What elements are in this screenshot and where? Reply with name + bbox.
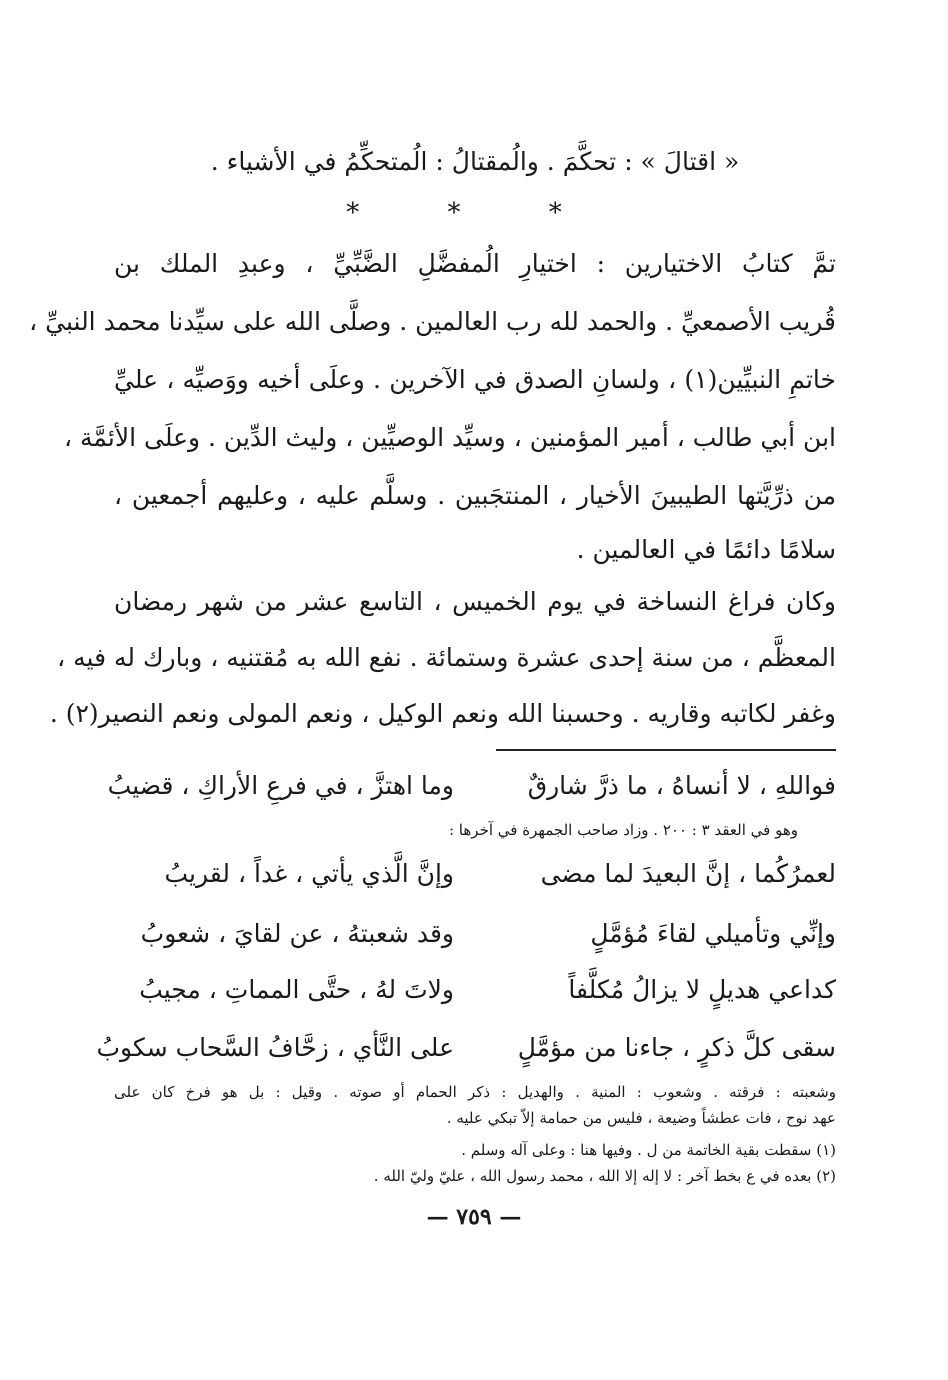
verse-second-hemistich: وإنَّ الَّذي يأتي ، غداً ، لقريبُ	[164, 859, 454, 888]
footnote-verse	[114, 912, 836, 958]
section-divider-stars: * * *	[346, 198, 602, 228]
footnote-verse	[114, 968, 836, 1014]
footnote-verse	[114, 852, 836, 898]
verse-first-hemistich: سقى كلَّ ذكرٍ ، جاءنا من مؤمَّلٍ	[517, 1033, 836, 1062]
endnote-1: (١) سقطت بقية الخاتمة من ل . وفيها هنا : وعلى آله وسلم .	[461, 1141, 836, 1159]
copyist-line: وغفر لكاتبه وقاريه . وحسبنا الله ونعم الوكيل ، ونعم المولى ونعم النصير(٢) .	[49, 699, 836, 728]
colophon-line: من ذرِّيَّتها الطيبينَ الأخيار ، المنتجَبين . وسلَّم عليه ، وعليهم أجمعين ،	[114, 481, 836, 510]
colophon-line: ابن أبي طالب ، أمير المؤمنين ، وسيِّد الوصيِّين ، وليث الدِّين . وعلَى الأئمَّة ،	[64, 423, 836, 452]
footnote-verse	[107, 764, 836, 810]
colophon-line: سلامًا دائمًا في العالمين .	[576, 535, 836, 564]
footnote-gloss-line: وشعبته : فرقته . وشعوب : المنية . والهديل : ذكر الحمام أو صوته . وقيل : بل هو فرخ كان على	[114, 1083, 836, 1101]
endnote-2: (٢) بعده في ع بخط آخر : لا إله إلا الله ، محمد رسول الله ، عليّ وليّ الله .	[373, 1167, 836, 1185]
verse-first-hemistich: وإنِّي وتأميلي لقاءَ مُؤمَّلٍ	[590, 919, 836, 948]
colophon-line: تمَّ كتابُ الاختيارين : اختيارِ الُمفضَّلِ الضَّبِّيِّ ، وعبدِ الملك بن	[114, 249, 836, 278]
colophon-line: قُريب الأصمعيِّ . والحمد لله رب العالمين . وصلَّى الله على سيِّدنا محمد النبيِّ ،	[29, 307, 836, 336]
copyist-line: وكان فراغ النساخة في يوم الخميس ، التاسع عشر من شهر رمضان	[114, 587, 836, 616]
verse-second-hemistich: ولاتَ لهُ ، حتَّى المماتِ ، مجيبُ	[139, 975, 454, 1004]
verse-second-hemistich: على النَّأي ، زحَّافُ السَّحاب سكوبُ	[96, 1033, 454, 1062]
footnote-gloss-line: عهد نوح ، فات عطشاً وضيعة ، فليس من حمامة إلاّ تبكي عليه .	[446, 1109, 836, 1127]
copyist-line: المعظَّم ، من سنة إحدى عشرة وستمائة . نفع الله به مُقتنيه ، وبارك له فيه ،	[57, 643, 836, 672]
verse-second-hemistich: وقد شعبتهُ ، عن لقايَ ، شعوبُ	[140, 919, 454, 948]
verse-first-hemistich: فواللهِ ، لا أنساهُ ، ما ذرَّ شارقٌ	[527, 771, 836, 800]
page-number: — ٧٥٩ —	[426, 1204, 522, 1230]
verse-first-hemistich: لعمرُكُما ، إنَّ البعيدَ لما مضى	[540, 859, 836, 888]
verse-second-hemistich: وما اهتزَّ ، في فرعِ الأراكِ ، قضيبُ	[107, 771, 454, 800]
verse-first-hemistich: كداعي هديلٍ لا يزالُ مُكلَّفاً	[568, 975, 836, 1004]
footnote-intro: وهو في العقد ٣ : ٢٠٠ . وزاد صاحب الجمهرة في آخرها :	[448, 821, 798, 839]
colophon-line: خاتمِ النبيِّين(١) ، ولسانِ الصدق في الآخرين . وعلَى أخيه ووَصيِّه ، عليِّ	[114, 365, 836, 394]
footnote-verse	[96, 1026, 836, 1072]
footnote-separator	[496, 749, 836, 751]
opening-line: « اقتالَ » : تحكَّمَ . والُمقتالُ : الُمتحكِّمُ في الأشياء .	[210, 147, 740, 176]
